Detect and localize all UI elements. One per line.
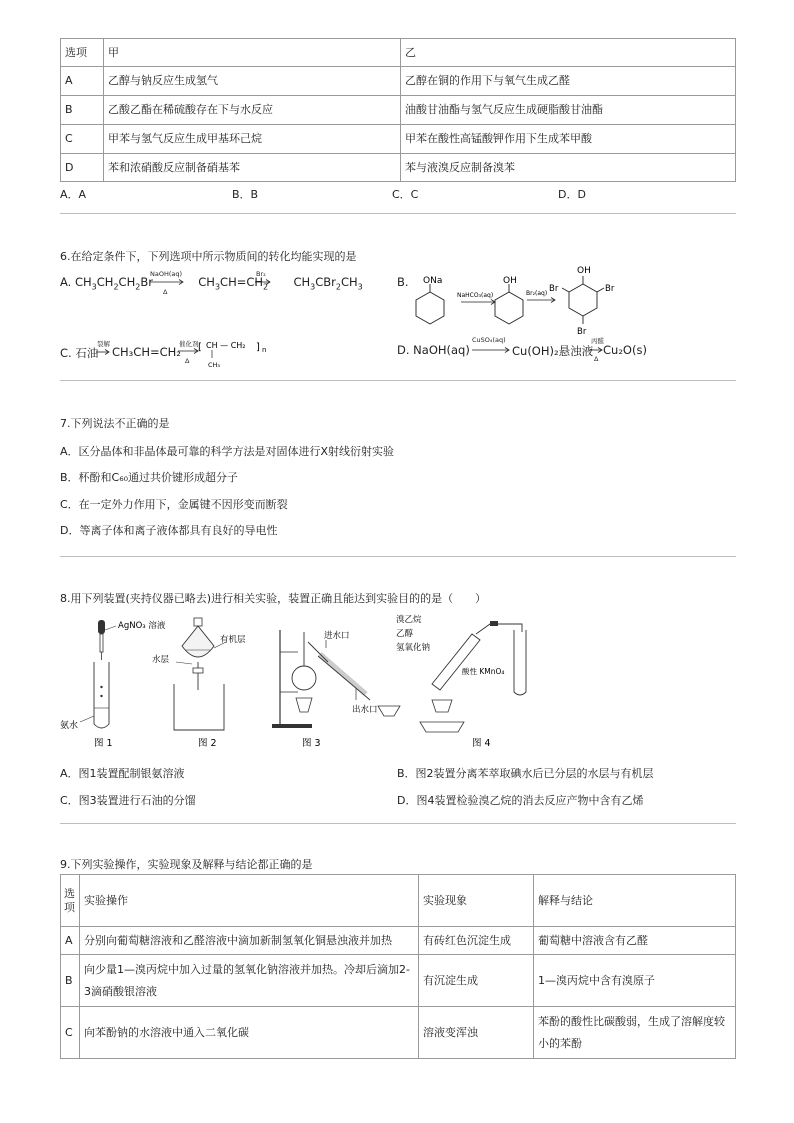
q6-c-delta: Δ <box>185 357 190 365</box>
q8-figure-2 <box>150 612 270 752</box>
q6-c-label: C. <box>60 346 72 360</box>
table-row <box>61 96 736 125</box>
q6-c-arrow-1 <box>96 348 112 356</box>
q6-option-c[interactable] <box>60 345 98 361</box>
q9-header-operation: 实验操作 <box>80 875 419 927</box>
flask-icon <box>292 666 316 690</box>
q8-fig3-in: 进水口 <box>324 631 350 641</box>
q5-header-jia: 甲 <box>104 39 401 67</box>
receiving-tube-icon <box>514 630 526 695</box>
q6-a-condition-2: Br₂ <box>256 270 266 278</box>
q6-b-br-left: Br <box>549 284 559 294</box>
table-row <box>61 67 736 96</box>
q6-d-arrow-2 <box>590 346 604 354</box>
q9-header-conclusion: 解释与结论 <box>534 875 736 927</box>
q9-row-conclusion: 苯酚的酸性比碳酸弱，生成了溶解度较小的苯酚 <box>534 1007 736 1059</box>
q8-fig2-label: 图 2 <box>198 738 217 749</box>
q5-option-b[interactable]: B．B <box>232 188 259 201</box>
q8-fig4-reagent-1: 溴乙烷 <box>396 615 422 625</box>
table-row <box>61 927 736 955</box>
q5-row-key: B <box>61 96 104 125</box>
burner-icon <box>296 698 312 712</box>
q6-c-polymer-chain: CH — CH₂ <box>206 341 246 350</box>
q6-b-condition-1: NaHCO₃(aq) <box>457 292 494 299</box>
q6-c-condition-1: 裂解 <box>97 340 110 348</box>
q6-a-reactant: $CH_3CH_2CH_2Br$ <box>74 275 153 292</box>
q9-row-key: C <box>61 1007 80 1059</box>
q8-option-c[interactable]: C．图3装置进行石油的分馏 <box>60 794 196 807</box>
svg-text:]: ] <box>256 342 260 353</box>
q9-header-option: 选项 <box>61 875 80 927</box>
q6-d-arrow-1 <box>472 346 512 354</box>
q6-option-b-structures <box>405 262 645 337</box>
q8-fig1-solution: 氨水 <box>60 721 79 731</box>
q6-c-condition-2: 催化剂 <box>179 340 199 348</box>
divider <box>60 556 736 557</box>
condenser-icon <box>320 654 366 694</box>
q6-b-condition-2: Br₂(aq) <box>526 290 548 297</box>
q9-row-operation: 分别向葡萄糖溶液和乙醛溶液中滴加新制氢氧化铜悬浊液并加热 <box>80 927 419 955</box>
q9-row-key: A <box>61 927 80 955</box>
q7-stem: 7.下列说法不正确的是 <box>60 417 170 430</box>
separatory-funnel-icon <box>182 626 214 657</box>
q6-a-intermediate: $CH_3CH=CH_2$ <box>198 275 269 292</box>
q5-header-option: 选项 <box>61 39 104 67</box>
q5-row-key: C <box>61 125 104 154</box>
q7-option-c[interactable]: C．在一定外力作用下，金属键不因形变而断裂 <box>60 498 288 511</box>
q8-fig1-reagent: AgNO₃ 溶液 <box>118 621 166 631</box>
q5-option-d[interactable]: D．D <box>558 188 586 201</box>
q6-c-n: n <box>262 346 267 354</box>
q6-a-condition-1: NaOH(aq) <box>150 270 183 278</box>
q5-table <box>60 38 736 182</box>
q8-fig1-label: 图 1 <box>94 738 113 749</box>
table-row <box>61 154 736 182</box>
q9-row-conclusion: 1—溴丙烷中含有溴原子 <box>534 955 736 1007</box>
q7-option-a[interactable]: A．区分晶体和非晶体最可靠的科学方法是对固体进行X射线衍射实验 <box>60 445 395 458</box>
q8-fig4-reagent-3: 氢氧化钠 <box>396 643 431 653</box>
table-row <box>61 955 736 1007</box>
q6-b-oh: OH <box>503 276 517 286</box>
q5-row-jia: 乙醇与钠反应生成氢气 <box>104 67 401 96</box>
q9-row-phenomenon: 有砖红色沉淀生成 <box>419 927 534 955</box>
q6-d-naoh: NaOH(aq) <box>413 343 470 357</box>
q5-row-jia: 苯和浓硝酸反应制备硝基苯 <box>104 154 401 182</box>
q5-row-yi: 苯与液溴反应制备溴苯 <box>401 154 736 182</box>
q8-fig3-out: 出水口 <box>352 705 378 715</box>
q5-row-yi: 乙醇在铜的作用下与氧气生成乙醛 <box>401 67 736 96</box>
q6-c-start: 石油 <box>75 346 99 360</box>
q6-c-propene: CH₃CH=CH₂ <box>112 345 181 359</box>
q8-figure-4 <box>392 612 552 752</box>
q6-a-arrows <box>150 278 290 286</box>
divider <box>60 823 736 824</box>
q8-fig4-kmno4: 酸性 KMnO₄ <box>462 667 505 676</box>
q8-option-d[interactable]: D．图4装置检验溴乙烷的消去反应产物中含有乙烯 <box>397 794 644 807</box>
svg-text:[: [ <box>198 342 202 353</box>
q6-d-condition-2: 丙醛 <box>591 337 604 345</box>
q5-row-jia: 甲苯与氢气反应生成甲基环己烷 <box>104 125 401 154</box>
q9-stem: 9.下列实验操作，实验现象及解释与结论都正确的是 <box>60 858 313 871</box>
q5-row-yi: 油酸甘油酯与氢气反应生成硬脂酸甘油酯 <box>401 96 736 125</box>
divider <box>60 213 736 214</box>
q8-stem: 8.用下列装置(夹持仪器已略去)进行相关实验，装置正确且能达到实验目的的是（ ） <box>60 592 487 605</box>
q5-option-a[interactable]: A．A <box>60 188 87 201</box>
q9-table <box>60 874 736 1059</box>
alcohol-lamp-icon <box>432 700 452 712</box>
q9-row-phenomenon: 有沉淀生成 <box>419 955 534 1007</box>
q6-b-ona: ONa <box>423 276 443 286</box>
q9-row-conclusion: 葡萄糖中溶液含有乙醛 <box>534 927 736 955</box>
q5-row-key: A <box>61 67 104 96</box>
q9-row-phenomenon: 溶液变浑浊 <box>419 1007 534 1059</box>
divider <box>60 380 736 381</box>
q6-d-label: D. <box>397 343 410 357</box>
q5-header-yi: 乙 <box>401 39 736 67</box>
q7-option-b[interactable]: B．杯酚和C₆₀通过共价键形成超分子 <box>60 471 239 484</box>
q6-b-oh-2: OH <box>577 266 591 276</box>
q6-b-br-bottom: Br <box>577 327 587 337</box>
q7-option-d[interactable]: D．等离子体和离子液体都具有良好的导电性 <box>60 524 278 537</box>
q6-d-delta: Δ <box>594 355 599 363</box>
q5-row-jia: 乙酸乙酯在稀硫酸存在下与水反应 <box>104 96 401 125</box>
dropper-bulb-icon <box>98 620 105 634</box>
q6-b-br-right: Br <box>605 284 615 294</box>
tilted-test-tube-icon <box>432 634 480 690</box>
q6-a-label: A. <box>60 275 72 289</box>
q5-row-key: D <box>61 154 104 182</box>
q6-c-ch3: CH₃ <box>208 361 221 369</box>
q5-row-yi: 甲苯在酸性高锰酸钾作用下生成苯甲酸 <box>401 125 736 154</box>
q6-d-condition-1: CuSO₄(aq) <box>472 336 506 344</box>
q6-option-d[interactable] <box>397 343 470 357</box>
q6-a-product: $CH_3CBr_2CH_3$ <box>293 275 363 292</box>
beaker-icon <box>174 684 224 730</box>
q8-option-b[interactable]: B．图2装置分离苯萃取碘水后已分层的水层与有机层 <box>397 767 654 780</box>
q5-option-c[interactable]: C．C <box>392 188 419 201</box>
q6-stem: 6.在给定条件下，下列选项中所示物质间的转化均能实现的是 <box>60 250 357 263</box>
q8-option-a[interactable]: A．图1装置配制银氨溶液 <box>60 767 185 780</box>
q8-fig2-upper: 有机层 <box>220 635 246 645</box>
q6-a-delta: Δ <box>163 288 168 296</box>
q8-fig3-label: 图 3 <box>302 738 321 749</box>
q8-figure-3 <box>268 612 408 752</box>
q8-fig2-lower: 水层 <box>152 655 170 665</box>
q8-fig4-reagent-2: 乙醇 <box>396 629 414 639</box>
q6-d-suspension: Cu(OH)₂悬浊液 <box>512 344 594 358</box>
q9-row-operation: 向少量1—溴丙烷中加入过量的氢氧化钠溶液并加热。冷却后滴加2-3滴硝酸银溶液 <box>80 955 419 1007</box>
q6-c-arrow-2 <box>178 347 200 355</box>
q8-fig4-label: 图 4 <box>472 738 491 749</box>
q6-c-polymer <box>198 336 278 370</box>
q9-row-operation: 向苯酚钠的水溶液中通入二氧化碳 <box>80 1007 419 1059</box>
table-row <box>61 1007 736 1059</box>
q6-d-product: Cu₂O(s) <box>603 343 647 357</box>
q6-b-label[interactable]: B. <box>397 275 409 289</box>
table-row <box>61 125 736 154</box>
q9-header-phenomenon: 实验现象 <box>419 875 534 927</box>
q9-row-key: B <box>61 955 80 1007</box>
